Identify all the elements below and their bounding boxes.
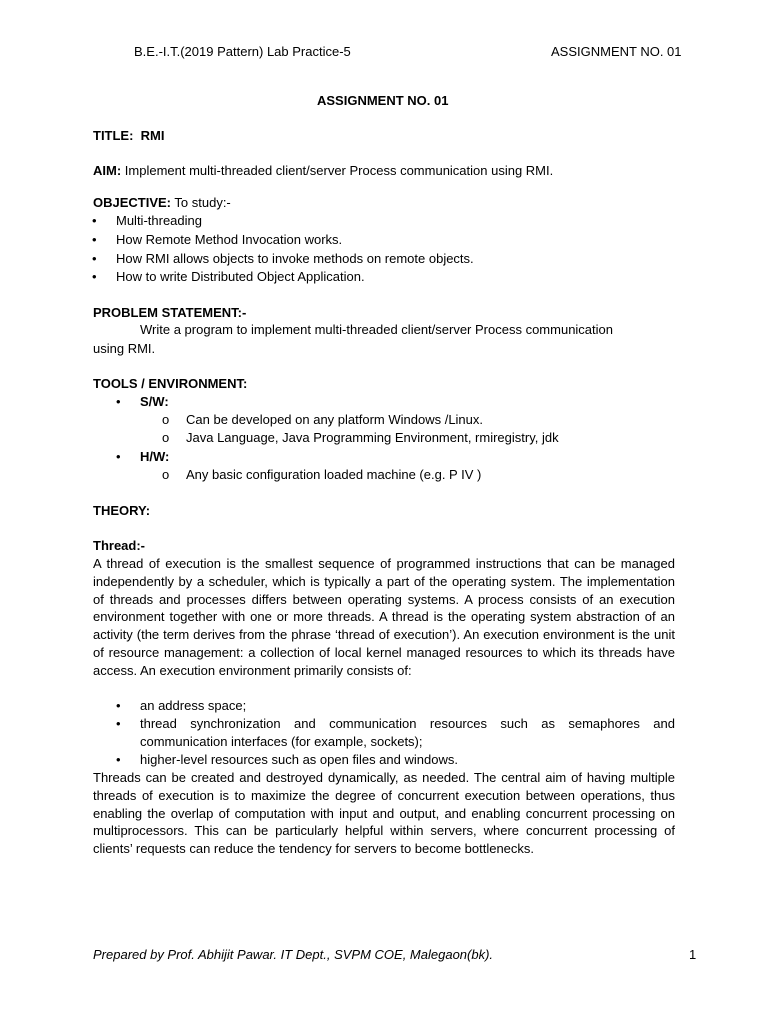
objective-value: To study:- <box>174 195 231 210</box>
objective-label: OBJECTIVE: <box>93 195 172 210</box>
aim-line <box>93 162 553 180</box>
page-heading: ASSIGNMENT NO. 01 <box>317 93 449 108</box>
theory-label: THEORY: <box>93 503 151 518</box>
footer-prepared-by: Prepared by Prof. Abhijit Pawar. IT Dept., SVPM COE, Malegaon(bk). <box>93 947 494 962</box>
bullet-icon: • <box>92 251 97 266</box>
tools-label: TOOLS / ENVIRONMENT: <box>93 376 248 391</box>
bullet-icon: • <box>116 716 121 731</box>
title-line <box>93 127 165 145</box>
bullet-icon: • <box>92 232 97 247</box>
objective-line <box>93 194 231 212</box>
aim-label: AIM: <box>93 163 122 178</box>
circle-bullet-icon: o <box>162 412 170 427</box>
bullet-icon: • <box>116 752 121 767</box>
document-page: B.E.-I.T.(2019 Pattern) Lab Practice-5 ASSIGNMENT NO. 01 ASSIGNMENT NO. 01 TITLE: RMI AIM: Implement multi-threaded client/server Process communication using RMI. OBJECTIVE: To study:- • Multi-threading • How Remote Method Invocation works. • How RMI allows objects to invoke methods on remote objects. • How to write Distributed Object Application. PROBLEM STATEMENT:- Write a program to implement multi-threaded client/server Process communication using RMI. TOOLS / ENVIRONMENT: • S/W: o Can be developed on any platform Windows /Linux. o Java Language, Java Programming Environment, rmiregistry, jdk • H/W: o Any basic configuration loaded machine (e.g. P IV ) THEORY: Thread:- A thread of execution is the smallest sequence of programmed instructions that can be managed independently by a scheduler, which is typically a part of the operating system. The implementation of threads and processes differs between operating systems. A process consists of an execution environment together with one or more threads. A thread is the operating system abstraction of an activity (the term derives from the phrase ‘thread of execution’). An execution environment is the unit of resource management: a collection of local kernel managed resources to which its threads have access. An execution environment primarily consists of: • an address space; • thread synchronization and communication resources such as semaphores and communication interfaces (for example, sockets); • higher-level resources such as open files and windows. Threads can be created and destroyed dynamically, as needed. The central aim of having multiple threads of execution is to maximize the degree of concurrent execution between operations, thus enabling the overlap of computation with input and output, and enabling concurrent processing on multiprocessors. This can be particularly helpful within servers, where concurrent processing of clients’ requests can reduce the tendency for servers to become bottlenecks. Prepared by Prof. Abhijit Pawar. IT Dept., SVPM COE, Malegaon(bk). 1 <box>92 44 697 962</box>
problem-line-1: Write a program to implement multi-threaded client/server Process communication <box>140 322 613 337</box>
bullet-icon: • <box>116 449 121 464</box>
bullet-icon: • <box>116 394 121 409</box>
bullet-icon: • <box>92 269 97 284</box>
list-item: • thread synchronization and communication resources such as semaphores and communication interfaces (for example, sockets); <box>116 716 675 749</box>
problem-label: PROBLEM STATEMENT:- <box>93 305 247 320</box>
circle-bullet-icon: o <box>162 430 170 445</box>
theory-paragraph-2: Threads can be created and destroyed dynamically, as needed. The central aim of having multiple threads of execution is to maximize the degree of concurrent execution between operations, thus enabling the overlap of computation with input and output, and enabling concurrent processing on multiprocessors. This can be particularly helpful within servers, where concurrent processing of clients’ requests can reduce the tendency for servers to become bottlenecks. <box>93 770 675 857</box>
title-value: RMI <box>140 128 165 143</box>
theory-paragraph-1: A thread of execution is the smallest sequence of programmed instructions that can be managed independently by a scheduler, which is typically a part of the operating system. The implementation of threads and processes differs between operating systems. A process consists of an execution environment together with one or more threads. A thread is the operating system abstraction of an activity (the term derives from the phrase ‘thread of execution’). An execution environment is the unit of resource management: a collection of local kernel managed resources to which its threads have access. An execution environment primarily consists of: <box>93 556 675 678</box>
aim-value: Implement multi-threaded client/server Process communication using RMI. <box>124 163 554 178</box>
problem-line-2: using RMI. <box>93 341 156 356</box>
header-right: ASSIGNMENT NO. 01 <box>551 44 682 59</box>
thread-label: Thread:- <box>93 538 145 553</box>
circle-bullet-icon: o <box>162 467 170 482</box>
bullet-icon: • <box>116 698 121 713</box>
bullet-icon: • <box>92 213 97 228</box>
header-left: B.E.-I.T.(2019 Pattern) Lab Practice-5 <box>134 44 351 59</box>
page-number: 1 <box>689 947 697 962</box>
title-label: TITLE: <box>93 128 134 143</box>
